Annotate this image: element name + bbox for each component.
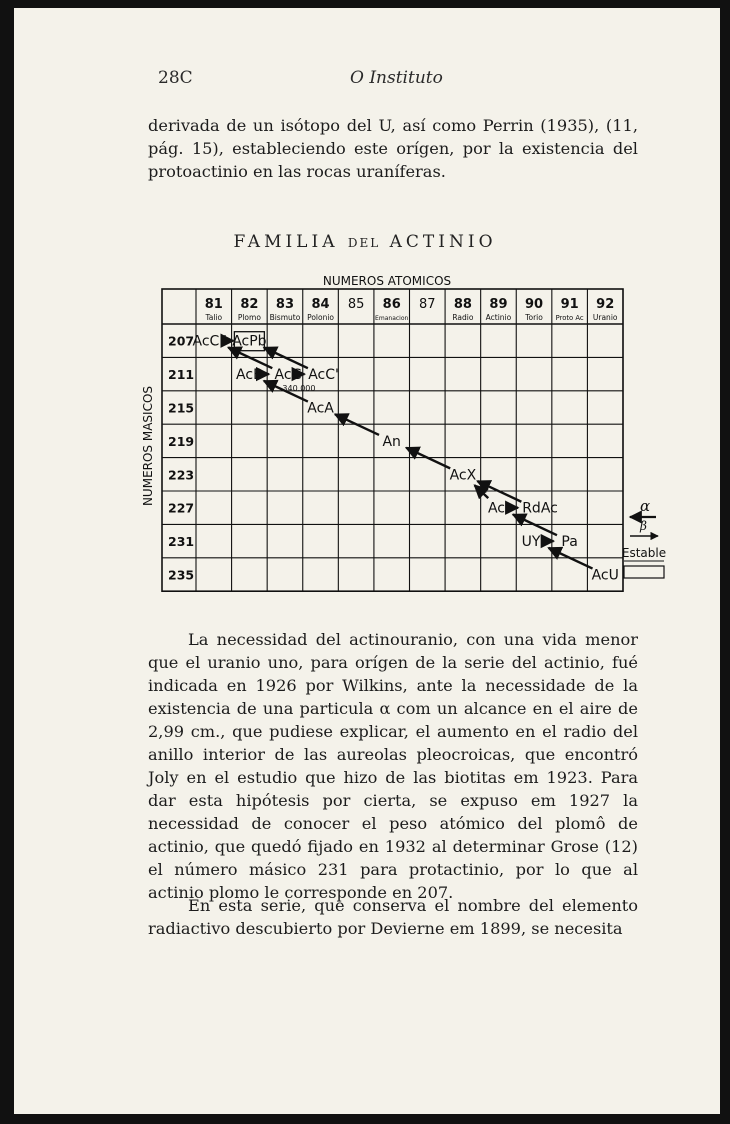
col-header-z: 84 [311,297,330,312]
y-axis-label: NUMEROS MASICOS [141,385,155,507]
row-header-mass: 207 [168,333,195,349]
col-header-z: 86 [382,297,401,312]
row-header-mass: 219 [168,433,195,449]
figure-title-familia: FAMILIA [233,232,339,252]
row-header-mass: 211 [168,367,195,383]
row-header-mass: 231 [168,534,195,550]
col-header-z: 87 [419,297,436,312]
figure-title-actinio: ACTINIO [389,232,497,252]
col-header-z: 92 [596,297,615,312]
col-header-element: Plomo [237,313,261,322]
nuclide-ac: Ac [487,500,505,517]
col-header-z: 81 [204,297,223,312]
col-header-element: Torio [525,313,543,322]
row-header-mass: 215 [168,400,195,416]
nuclide-an: An [382,433,401,450]
nuclide-uy: UY [521,534,541,551]
nuclide-rdac: RdAc [522,500,558,517]
col-header-z: 88 [453,297,472,312]
col-header-z: 83 [275,297,295,312]
legend-stable-box [624,566,664,578]
nuclide-accp: AcC' [308,367,339,384]
col-header-z: 91 [560,297,579,312]
nuclide-acc: AcC [274,367,302,384]
col-header-z: 85 [347,297,365,312]
col-header-element: Polonio [307,313,335,322]
col-header-element: Uranio [592,313,618,322]
alpha-arrow-ac-acx [475,485,489,498]
col-header-element: Radio [452,313,474,322]
nuclide-aca: AcA [307,400,334,417]
nuclide-acb: AcB [236,367,263,384]
row-header-mass: 223 [168,467,195,483]
col-header-element: Proto Ac [555,314,584,322]
col-header-element: Bismuto [269,313,301,322]
col-header-element: Actinio [485,313,512,322]
col-header-z: 82 [240,297,259,312]
col-header-z: 89 [489,297,508,312]
paragraph-actinouranio: La necessidad del actinouranio, con una vida menor que el uranio uno, para orígen de la serie del actinio, fué indicada en 1926 por Wilkins, ante la necessidade de la existencia de una particula α com un alcance en el aire de 2,99 cm., que pudiese explicar, el aumento en el radio del anillo interior de las aureolas pleocroicas, que encontró Joly en el estudio que hizo de las biotitas em 1923. Para dar esta hipótesis por cierta, se expuso em 1927 la necessidad de conocer el peso atómico del plomô de actinio, que quedó fijado en 1932 al determinar Grose (12) el número másico 231 para protactinio, por lo que al actinio plomo le corresponde en 207. [148,630,638,902]
col-header-element: Emanacion [375,315,409,322]
column-headers [204,297,617,322]
legend-alpha-symbol: α [640,497,651,515]
nuclide-acu: AcU [591,567,619,584]
paragraph-intro: derivada de un isótopo del U, así como Perrin (1935), (11, pág. 15), estableciendo este orígen, por la existencia del protoactinio en las rocas uraníferas. [148,116,638,181]
col-header-z: 90 [524,297,544,312]
row-header-mass: 227 [168,500,195,516]
row-header-mass: 235 [168,567,195,583]
figure-title-del: DEL [347,236,381,250]
paragraph-serie: En esta serie, que conserva el nombre del elemento radiactivo descubierto por Devierne em 1899, se necesita [148,896,638,938]
nuclide-pa: Pa [561,534,578,551]
page-number: 28C [158,68,193,88]
col-header-element: Talio [205,313,223,322]
legend-beta-symbol: β [640,519,647,533]
nuclide-accpp: AcC'' [192,333,228,350]
running-title: O Instituto [350,68,443,88]
legend-stable-label: Estable [621,546,667,560]
branch-ratio-annotation: 340.000 [282,384,316,394]
nuclide-acx: AcX [449,467,477,484]
chart-legend [622,497,666,578]
nuclide-acpb: AcPb [232,333,267,350]
x-axis-label: NUMEROS ATOMICOS [322,274,452,288]
